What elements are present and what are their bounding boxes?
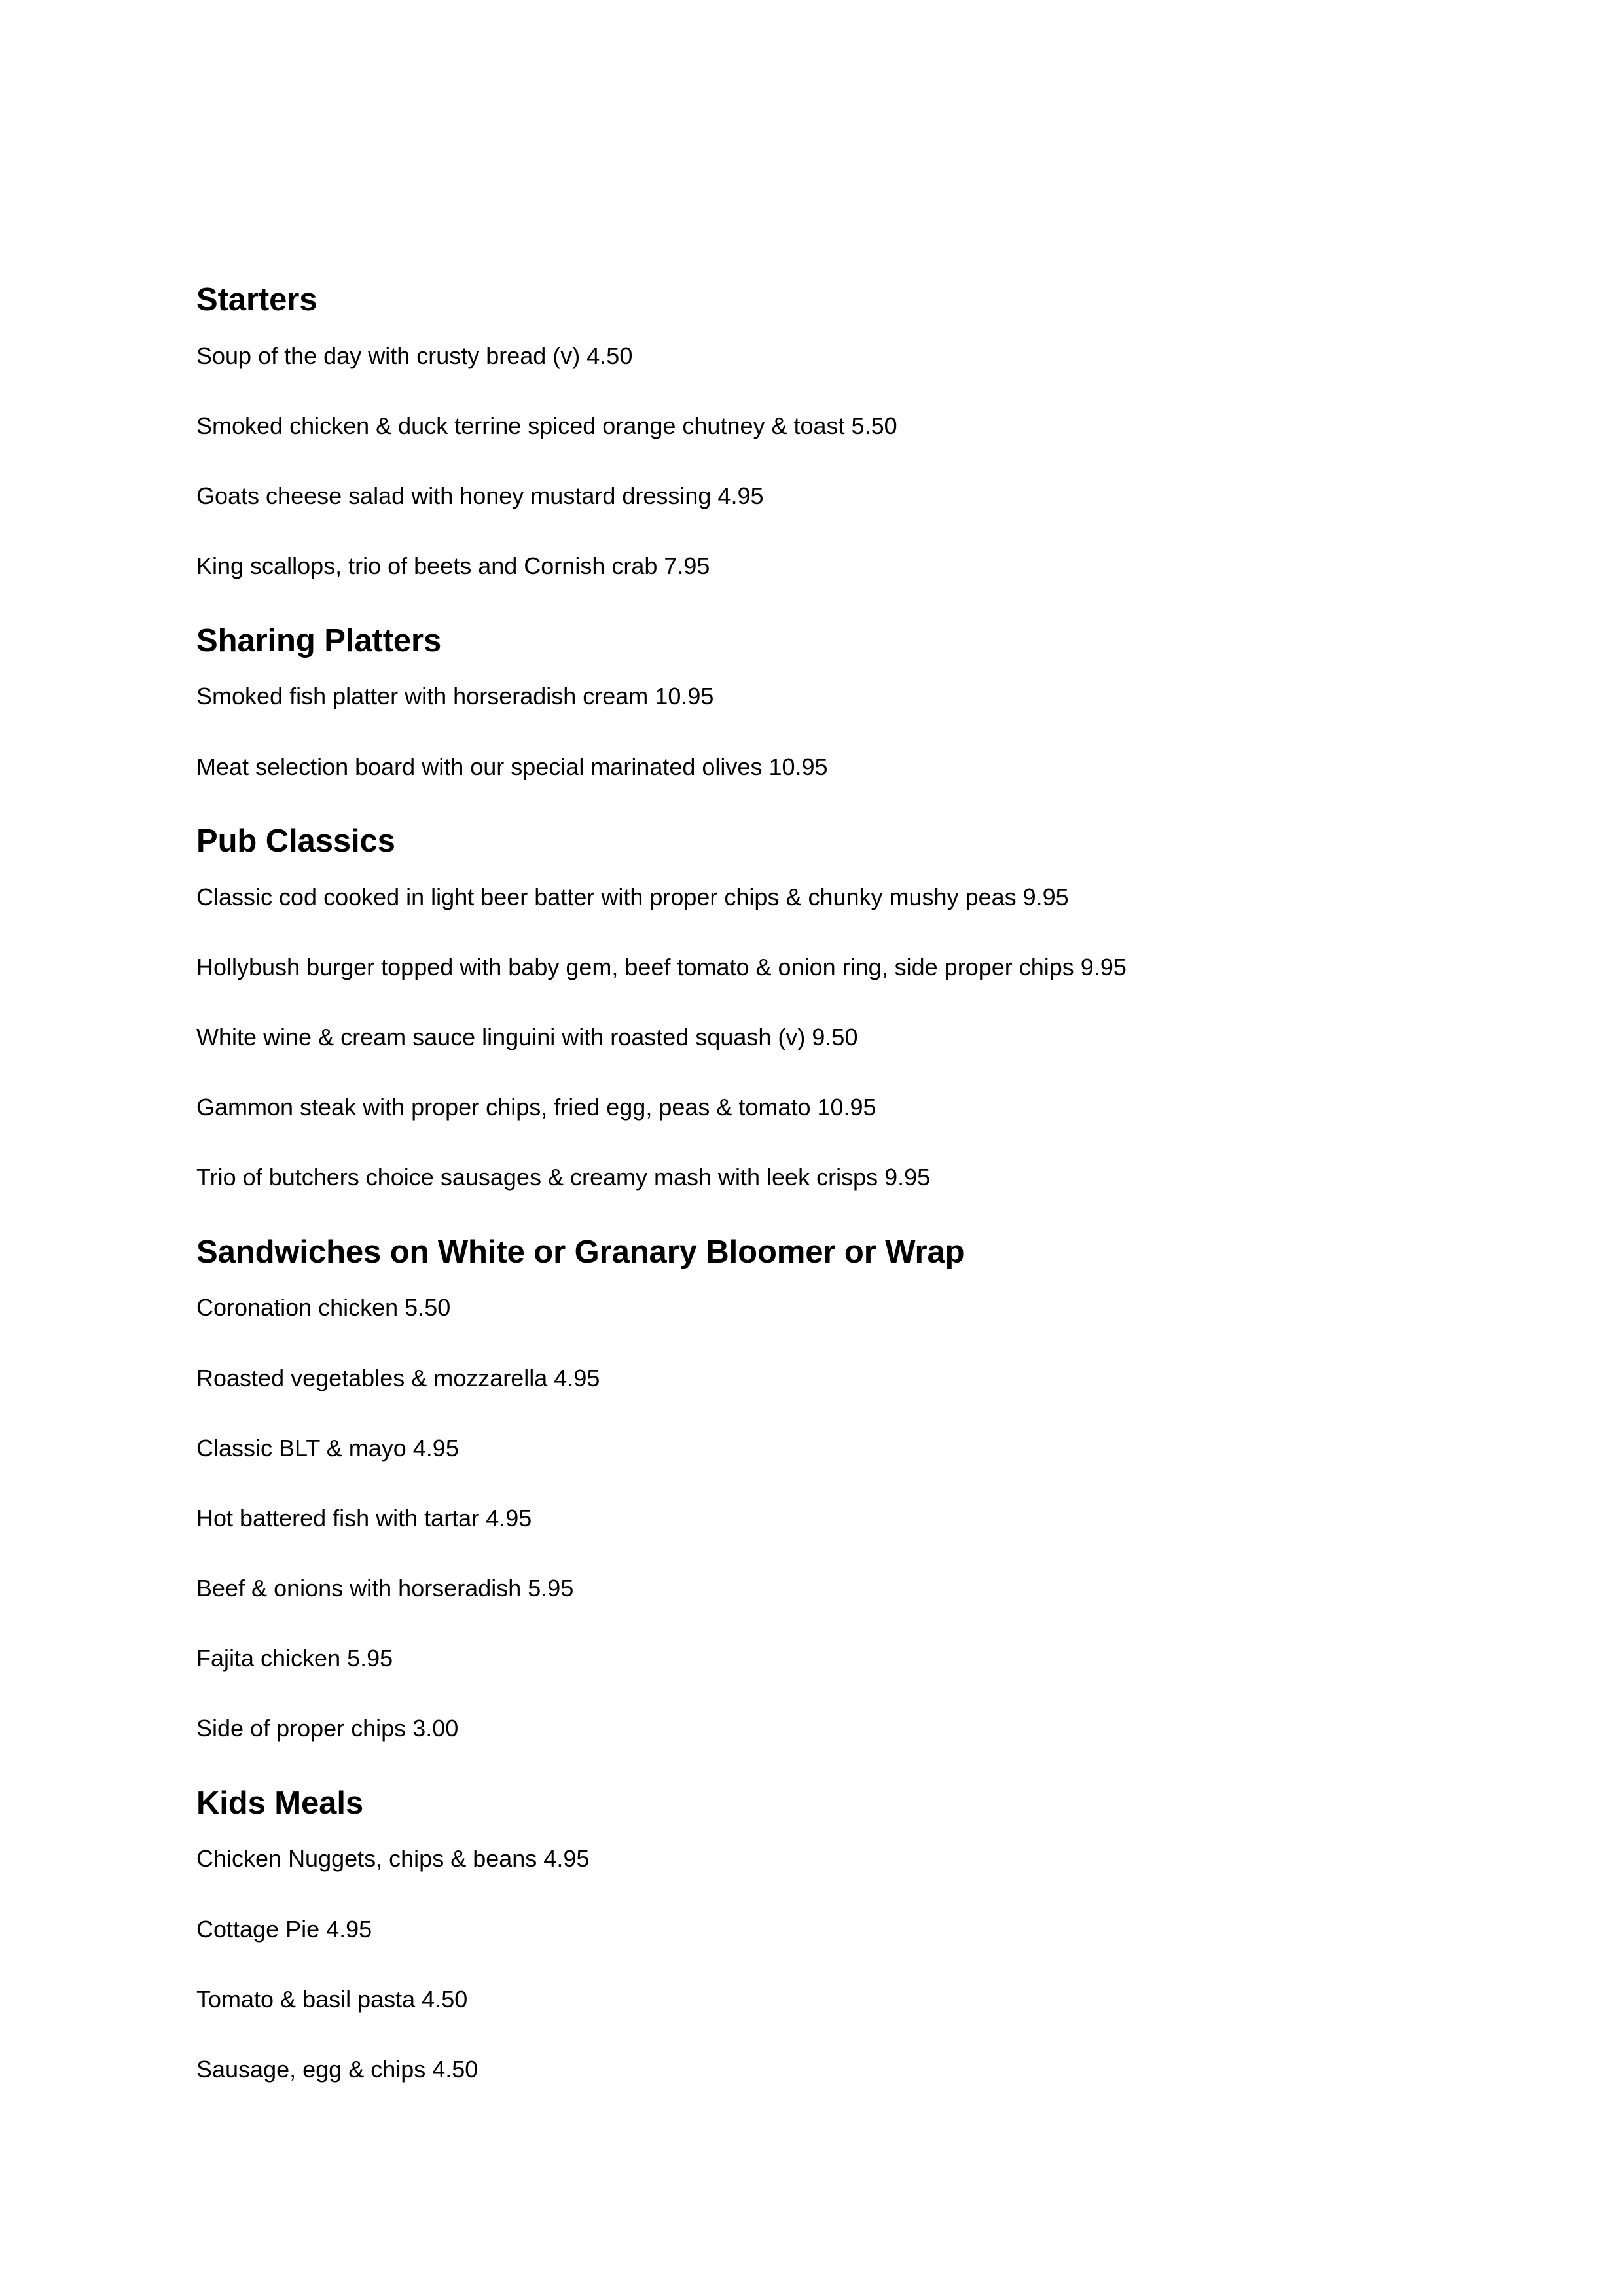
menu-item: Side of proper chips 3.00 <box>196 1715 459 1742</box>
section-heading: Kids Meals <box>196 1785 363 1821</box>
menu-item: White wine & cream sauce linguini with roasted squash (v) 9.50 <box>196 1023 858 1050</box>
menu-item: Trio of butchers choice sausages & creamy mash with leek crisps 9.95 <box>196 1164 931 1191</box>
menu-item-list <box>196 1293 1428 1742</box>
menu-item: Soup of the day with crusty bread (v) 4.50 <box>196 342 633 369</box>
menu-item-list <box>196 1844 1428 2083</box>
menu-item: Hot battered fish with tartar 4.95 <box>196 1504 532 1532</box>
menu-section <box>196 622 1428 781</box>
menu-item: Roasted vegetables & mozzarella 4.95 <box>196 1364 600 1391</box>
menu-item: Cottage Pie 4.95 <box>196 1915 372 1943</box>
menu-section <box>196 823 1428 1192</box>
menu-item-list <box>196 342 1428 581</box>
menu-sections <box>196 281 1428 2083</box>
menu-item: King scallops, trio of beets and Cornish crab 7.95 <box>196 552 710 580</box>
menu-item: Smoked fish platter with horseradish cream 10.95 <box>196 683 714 710</box>
section-heading: Sharing Platters <box>196 622 442 658</box>
menu-item: Tomato & basil pasta 4.50 <box>196 1985 468 2013</box>
menu-item-list <box>196 682 1428 780</box>
menu-section <box>196 1785 1428 2084</box>
menu-item: Classic cod cooked in light beer batter with proper chips & chunky mushy peas 9.95 <box>196 883 1069 910</box>
menu-item: Chicken Nuggets, chips & beans 4.95 <box>196 1845 590 1873</box>
menu-item: Beef & onions with horseradish 5.95 <box>196 1575 574 1602</box>
menu-item: Fajita chicken 5.95 <box>196 1645 393 1672</box>
section-heading: Starters <box>196 282 317 317</box>
menu-item: Smoked chicken & duck terrine spiced orange chutney & toast 5.50 <box>196 412 897 439</box>
section-heading: Pub Classics <box>196 823 395 859</box>
menu-item: Coronation chicken 5.50 <box>196 1294 451 1321</box>
section-heading: Sandwiches on White or Granary Bloomer or Wrap <box>196 1234 965 1270</box>
menu-item: Classic BLT & mayo 4.95 <box>196 1434 459 1462</box>
menu-section <box>196 281 1428 581</box>
menu-item: Goats cheese salad with honey mustard dressing 4.95 <box>196 482 764 510</box>
menu-item: Hollybush burger topped with baby gem, beef tomato & onion ring, side proper chips 9.95 <box>196 953 1127 980</box>
menu-item: Sausage, egg & chips 4.50 <box>196 2056 478 2083</box>
menu-item: Gammon steak with proper chips, fried egg, peas & tomato 10.95 <box>196 1094 876 1121</box>
menu-item: Meat selection board with our special marinated olives 10.95 <box>196 753 828 780</box>
menu-item-list <box>196 883 1428 1192</box>
menu-section <box>196 1234 1428 1743</box>
